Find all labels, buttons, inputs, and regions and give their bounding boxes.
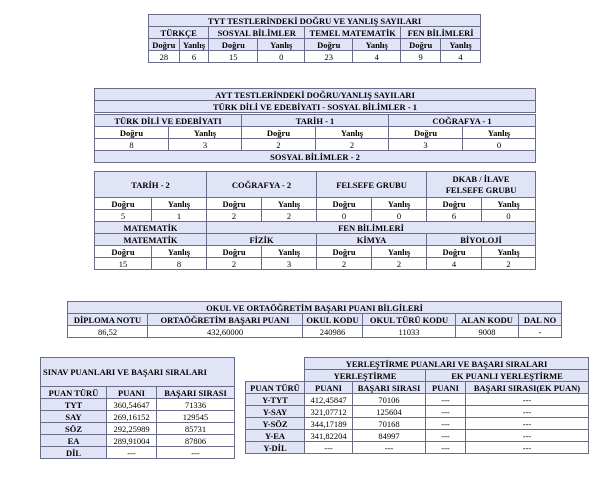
tyt-yanlis-header: Yanlış (353, 39, 401, 51)
ayt-value: 2 (262, 210, 317, 222)
ayt-value: 4 (427, 258, 482, 270)
sinav-header-puan-turu: PUAN TÜRÜ (41, 387, 107, 399)
ayt-subject-matematik: MATEMATİK (95, 234, 207, 246)
yerlestirme-puani: 344,17189 (305, 418, 353, 430)
yerlestirme-ek-basari-sirasi: --- (466, 406, 589, 418)
tyt-value: 15 (209, 51, 258, 63)
yerlestirme-header-ek-puani: PUANI (426, 382, 466, 394)
okul-header-dal-no: DAL NO (519, 314, 562, 326)
tyt-subject-turkce: TÜRKÇE (149, 27, 209, 39)
tyt-yanlis-header: Yanlış (179, 39, 209, 51)
ayt-subject-tarih2: TARİH - 2 (95, 172, 207, 198)
ayt-dogru-header: Doğru (427, 198, 482, 210)
ayt-value: 3 (389, 139, 463, 151)
table-row (246, 442, 589, 454)
sinav-puan-turu: SAY (41, 411, 107, 423)
yerlestirme-ek-puani: --- (426, 394, 466, 406)
table-row (246, 430, 589, 442)
tyt-value: 9 (401, 51, 441, 63)
ayt-subject-tarih1: TARİH - 1 (242, 115, 389, 127)
yerlestirme-header-puan-turu: PUAN TÜRÜ (246, 382, 305, 394)
yerlestirme-puan-turu: Y-TYT (246, 394, 305, 406)
ayt-value: 6 (427, 210, 482, 222)
ayt-yanlis-header: Yanlış (372, 198, 427, 210)
yerlestirme-ek-puani: --- (426, 418, 466, 430)
sinav-puani: 360,54647 (107, 399, 157, 411)
ayt-subject-edebiyat: TÜRK DİLİ VE EDEBİYATI (95, 115, 242, 127)
ayt-dogru-header: Doğru (95, 127, 169, 139)
tyt-dogru-header: Doğru (209, 39, 258, 51)
ayt-group2-title: SOSYAL BİLİMLER - 2 (95, 151, 536, 163)
okul-value-alan-kodu: 9008 (456, 326, 519, 338)
yerlestirme-puani: 321,07712 (305, 406, 353, 418)
okul-header-okul-kodu: OKUL KODU (303, 314, 363, 326)
okul-value-obp: 432,60000 (148, 326, 303, 338)
ayt-dogru-header: Doğru (389, 127, 463, 139)
ayt-value: 2 (482, 258, 536, 270)
yerlestirme-title: YERLEŞTİRME PUANLARI VE BAŞARI SIRALARI (305, 358, 589, 370)
yerlestirme-blank (246, 370, 305, 382)
okul-value-okul-kodu: 240986 (303, 326, 363, 338)
tyt-yanlis-header: Yanlış (258, 39, 305, 51)
sinav-basari-sirasi: 129545 (157, 411, 235, 423)
table-row (41, 411, 235, 423)
ayt-subject-dkab (427, 172, 536, 198)
sinav-basari-sirasi: 71336 (157, 399, 235, 411)
okul-header-obp: ORTAÖĞRETİM BAŞARI PUANI (148, 314, 303, 326)
sinav-puan-turu: TYT (41, 399, 107, 411)
yerlestirme-sub2: EK PUANLI YERLEŞTİRME (426, 370, 589, 382)
yerlestirme-header-ek-basari-sirasi: BAŞARI SIRASI(EK PUAN) (466, 382, 589, 394)
ayt-value: 2 (317, 258, 372, 270)
tyt-value: 28 (149, 51, 180, 63)
ayt-yanlis-header: Yanlış (316, 127, 389, 139)
ayt-yanlis-header: Yanlış (169, 127, 242, 139)
sinav-title: SINAV PUANLARI VE BAŞARI SIRALARI (41, 358, 235, 387)
okul-title: OKUL VE ORTAÖĞRETİM BAŞARI PUANI BİLGİLERİ (68, 302, 562, 314)
tyt-dogru-header: Doğru (149, 39, 180, 51)
sinav-header-basari-sirasi: BAŞARI SIRASI (157, 387, 235, 399)
table-row (246, 406, 589, 418)
ayt-subject-dkab-line1: DKAB / İLAVE (452, 173, 510, 184)
ayt-subject-dkab-line2: FELSEFE GRUBU (445, 184, 517, 195)
yerlestirme-basari-sirasi: 70168 (353, 418, 426, 430)
sinav-puani: --- (107, 447, 157, 459)
ayt-yanlis-header: Yanlış (463, 127, 536, 139)
tyt-value: 23 (305, 51, 353, 63)
ayt-subject-felsefe: FELSEFE GRUBU (317, 172, 427, 198)
ayt-mat-title: MATEMATİK (95, 222, 207, 234)
ayt-dogru-header: Doğru (242, 127, 316, 139)
ayt-dogru-header: Doğru (427, 246, 482, 258)
okul-value-dal-no: - (519, 326, 562, 338)
ayt-group1-title: TÜRK DİLİ VE EDEBİYATI - SOSYAL BİLİMLER - 1 (95, 101, 536, 113)
tyt-subject-matematik: TEMEL MATEMATİK (305, 27, 401, 39)
tyt-table (148, 14, 481, 63)
ayt-value: 0 (482, 210, 536, 222)
table-row (41, 435, 235, 447)
ayt-yanlis-header: Yanlış (262, 198, 317, 210)
ayt-yanlis-header: Yanlış (482, 198, 536, 210)
ayt-value: 2 (242, 139, 316, 151)
ayt-dogru-header: Doğru (207, 198, 262, 210)
ayt-value: 8 (152, 258, 207, 270)
ayt-dogru-header: Doğru (207, 246, 262, 258)
yerlestirme-basari-sirasi: 84997 (353, 430, 426, 442)
ayt-yanlis-header: Yanlış (152, 198, 207, 210)
yerlestirme-ek-basari-sirasi: --- (466, 430, 589, 442)
ayt-yanlis-header: Yanlış (152, 246, 207, 258)
ayt-value: 3 (262, 258, 317, 270)
yerlestirme-table (245, 357, 589, 454)
tyt-value: 6 (179, 51, 209, 63)
tyt-value: 4 (441, 51, 481, 63)
ayt-value: 0 (317, 210, 372, 222)
sinav-puani: 269,16152 (107, 411, 157, 423)
okul-header-okul-turu: OKUL TÜRÜ KODU (363, 314, 456, 326)
ayt-subject-fizik: FİZİK (207, 234, 317, 246)
tyt-title: TYT TESTLERİNDEKİ DOĞRU VE YANLIŞ SAYILARI (149, 15, 481, 27)
ayt-value: 5 (95, 210, 152, 222)
sinav-basari-sirasi: 87806 (157, 435, 235, 447)
table-row (246, 394, 589, 406)
tyt-value: 0 (258, 51, 305, 63)
ayt-dogru-header: Doğru (317, 198, 372, 210)
ayt-value: 2 (207, 258, 262, 270)
ayt-group2-table (94, 171, 536, 270)
yerlestirme-puan-turu: Y-EA (246, 430, 305, 442)
ayt-dogru-header: Doğru (95, 246, 152, 258)
ayt-yanlis-header: Yanlış (482, 246, 536, 258)
table-row (41, 447, 235, 459)
yerlestirme-basari-sirasi: 70106 (353, 394, 426, 406)
ayt-value: 2 (372, 258, 427, 270)
ayt-subject-cografya2: COĞRAFYA - 2 (207, 172, 317, 198)
ayt-value: 2 (316, 139, 389, 151)
okul-value-diploma: 86,52 (68, 326, 148, 338)
sinav-puani: 292,25989 (107, 423, 157, 435)
table-row (41, 399, 235, 411)
yerlestirme-ek-puani: --- (426, 430, 466, 442)
okul-value-okul-turu: 11033 (363, 326, 456, 338)
ayt-table (94, 88, 536, 113)
sinav-basari-sirasi: --- (157, 447, 235, 459)
ayt-value: 0 (463, 139, 536, 151)
yerlestirme-ek-puani: --- (426, 406, 466, 418)
okul-table (67, 301, 562, 338)
ayt-yanlis-header: Yanlış (372, 246, 427, 258)
ayt-fen-title: FEN BİLİMLERİ (207, 222, 536, 234)
yerlestirme-header-puani: PUANI (305, 382, 353, 394)
sinav-puan-turu: EA (41, 435, 107, 447)
ayt-subject-cografya1: COĞRAFYA - 1 (389, 115, 536, 127)
table-row (246, 418, 589, 430)
yerlestirme-puan-turu: Y-SÖZ (246, 418, 305, 430)
tyt-dogru-header: Doğru (305, 39, 353, 51)
ayt-value: 3 (169, 139, 242, 151)
yerlestirme-basari-sirasi: --- (353, 442, 426, 454)
tyt-subject-fen: FEN BİLİMLERİ (401, 27, 481, 39)
yerlestirme-sub1: YERLEŞTİRME (305, 370, 426, 382)
yerlestirme-ek-basari-sirasi: --- (466, 418, 589, 430)
sinav-table (40, 357, 235, 459)
ayt-value: 8 (95, 139, 169, 151)
ayt-value: 15 (95, 258, 152, 270)
sinav-puan-turu: DİL (41, 447, 107, 459)
ayt-value: 1 (152, 210, 207, 222)
sinav-basari-sirasi: 85731 (157, 423, 235, 435)
tyt-dogru-header: Doğru (401, 39, 441, 51)
tyt-yanlis-header: Yanlış (441, 39, 481, 51)
sinav-puani: 289,91004 (107, 435, 157, 447)
table-row (41, 423, 235, 435)
ayt-dogru-header: Doğru (95, 198, 152, 210)
ayt-group1-table (94, 114, 536, 163)
yerlestirme-ek-puani: --- (426, 442, 466, 454)
tyt-value: 4 (353, 51, 401, 63)
ayt-value: 0 (372, 210, 427, 222)
yerlestirme-ek-basari-sirasi: --- (466, 394, 589, 406)
yerlestirme-puan-turu: Y-SAY (246, 406, 305, 418)
ayt-yanlis-header: Yanlış (262, 246, 317, 258)
yerlestirme-puan-turu: Y-DİL (246, 442, 305, 454)
tyt-subject-sosyal: SOSYAL BİLİMLER (209, 27, 305, 39)
ayt-subject-biyoloji: BİYOLOJİ (427, 234, 536, 246)
yerlestirme-puani: --- (305, 442, 353, 454)
yerlestirme-header-basari-sirasi: BAŞARI SIRASI (353, 382, 426, 394)
ayt-title: AYT TESTLERİNDEKİ DOĞRU/YANLIŞ SAYILARI (95, 89, 536, 101)
ayt-dogru-header: Doğru (317, 246, 372, 258)
sinav-header-puani: PUANI (107, 387, 157, 399)
okul-header-alan-kodu: ALAN KODU (456, 314, 519, 326)
ayt-value: 2 (207, 210, 262, 222)
okul-header-diploma: DİPLOMA NOTU (68, 314, 148, 326)
yerlestirme-basari-sirasi: 125604 (353, 406, 426, 418)
sinav-puan-turu: SÖZ (41, 423, 107, 435)
yerlestirme-puani: 412,45847 (305, 394, 353, 406)
yerlestirme-puani: 341,82204 (305, 430, 353, 442)
ayt-subject-kimya: KİMYA (317, 234, 427, 246)
yerlestirme-blank (246, 358, 305, 370)
yerlestirme-ek-basari-sirasi: --- (466, 442, 589, 454)
